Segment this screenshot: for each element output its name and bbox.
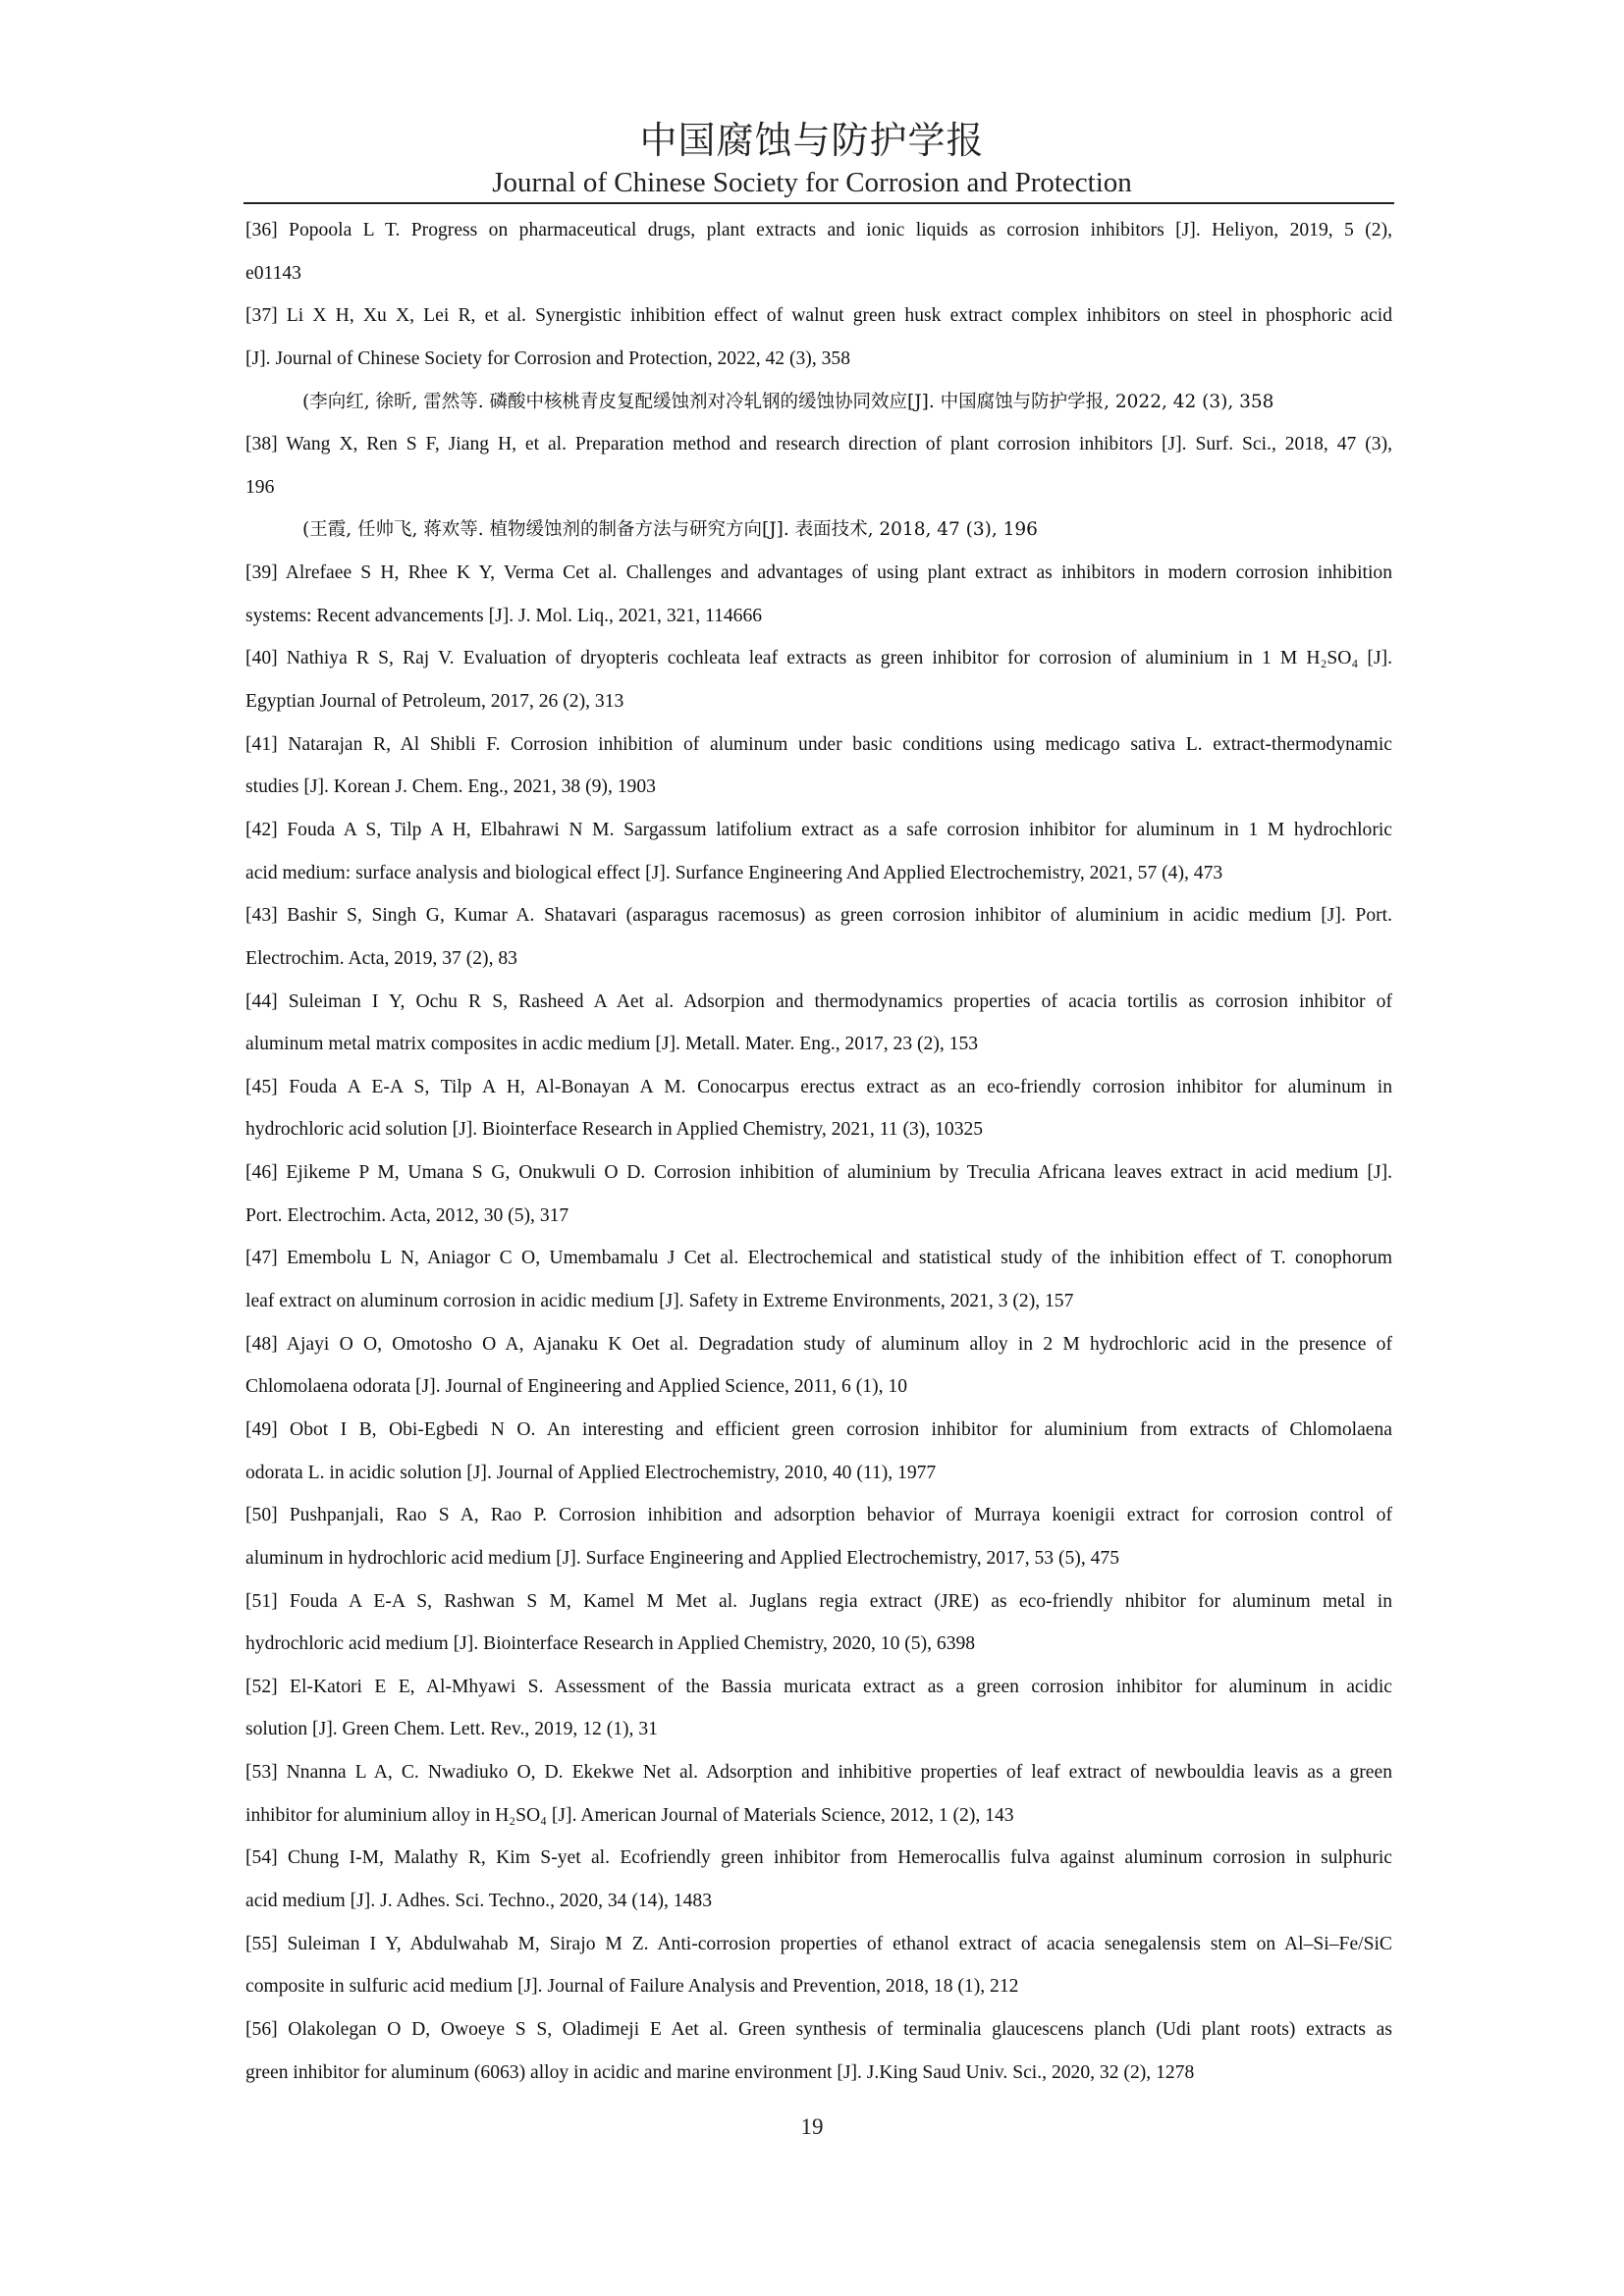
reference-line: Port. Electrochim. Acta, 2012, 30 (5), 317: [245, 1204, 569, 1226]
reference-translation-line: (王霞, 任帅飞, 蒋欢等. 植物缓蚀剂的制备方法与研究方向[J]. 表面技术, 2018, 47 (3), 196: [302, 519, 1038, 541]
reference-line: [37] Li X H, Xu X, Lei R, et al. Synergistic inhibition effect of walnut green husk extract complex inhibitors on steel in phosphoric acid: [245, 305, 1392, 327]
reference-line: Chlomolaena odorata [J]. Journal of Engineering and Applied Science, 2011, 6 (1), 10: [245, 1376, 907, 1398]
reference-line: [47] Emembolu L N, Aniagor C O, Umembamalu J Cet al. Electrochemical and statistical study of the inhibition effect of T. conophorum: [245, 1248, 1392, 1269]
reference-line: [J]. Journal of Chinese Society for Corrosion and Protection, 2022, 42 (3), 358: [245, 347, 851, 369]
page-number: 19: [800, 2114, 824, 2139]
reference-line: inhibitor for aluminium alloy in H₂SO₄ [J]. American Journal of Materials Science, 2012, 1 (2), 143: [245, 1804, 1014, 1826]
reference-line: aluminum in hydrochloric acid medium [J]. Surface Engineering and Applied Electrochemistry, 2017, 53 (5), 475: [245, 1547, 1120, 1569]
reference-line: [53] Nnanna L A, C. Nwadiuko O, D. Ekekwe Net al. Adsorption and inhibitive properties of leaf extract of newbouldia leavis as a green: [245, 1762, 1392, 1784]
reference-line: studies [J]. Korean J. Chem. Eng., 2021, 38 (9), 1903: [245, 776, 656, 798]
reference-line: [36] Popoola L T. Progress on pharmaceutical drugs, plant extracts and ionic liquids as corrosion inhibitors [J]. Heliyon, 2019, 5 (2),: [245, 220, 1392, 240]
reference-line: e01143: [245, 262, 301, 284]
reference-line: [51] Fouda A E-A S, Rashwan S M, Kamel M Met al. Juglans regia extract (JRE) as eco-friendly nhibitor for aluminum metal in: [245, 1590, 1392, 1612]
journal-title-chinese: 中国腐蚀与防护学报: [639, 119, 985, 162]
reference-line: [56] Olakolegan O D, Owoeye S S, Oladimeji E Aet al. Green synthesis of terminalia glaucescens planch (Udi plant roots) extracts as: [245, 2018, 1392, 2040]
reference-line: odorata L. in acidic solution [J]. Journal of Applied Electrochemistry, 2010, 40 (11), 1977: [245, 1462, 937, 1483]
reference-line: [41] Natarajan R, Al Shibli F. Corrosion inhibition of aluminum under basic conditions using medicago sativa L. extract-thermodynamic: [245, 733, 1392, 755]
reference-line: [39] Alrefaee S H, Rhee K Y, Verma Cet al. Challenges and advantages of using plant extract as inhibitors in modern corrosion inhibition: [245, 562, 1392, 584]
reference-line: [49] Obot I B, Obi-Egbedi N O. An interesting and efficient green corrosion inhibitor for aluminium from extracts of Chlomolaena: [245, 1418, 1392, 1440]
reference-line: [54] Chung I-M, Malathy R, Kim S-yet al. Ecofriendly green inhibitor from Hemerocallis fulva against aluminum corrosion in sulphuric: [245, 1847, 1392, 1869]
reference-line: [45] Fouda A E-A S, Tilp A H, Al-Bonayan A M. Conocarpus erectus extract as an eco-friendly corrosion inhibitor for aluminum in: [245, 1076, 1392, 1097]
reference-line: acid medium: surface analysis and biological effect [J]. Surfance Engineering And Applied Electrochemistry, 2021, 57 (4), 473: [245, 862, 1223, 883]
reference-line: [50] Pushpanjali, Rao S A, Rao P. Corrosion inhibition and adsorption behavior of Murraya koenigii extract for corrosion control of: [245, 1505, 1392, 1526]
reference-line: 196: [245, 476, 275, 498]
reference-line: aluminum metal matrix composites in acdic medium [J]. Metall. Mater. Eng., 2017, 23 (2), 153: [245, 1034, 979, 1055]
reference-list: [245, 209, 1392, 2094]
reference-line: [46] Ejikeme P M, Umana S G, Onukwuli O D. Corrosion inhibition of aluminium by Treculia Africana leaves extract in acid medium [J].: [245, 1162, 1392, 1184]
reference-line: hydrochloric acid solution [J]. Biointerface Research in Applied Chemistry, 2021, 11 (3), 10325: [245, 1119, 984, 1141]
reference-line: systems: Recent advancements [J]. J. Mol. Liq., 2021, 321, 114666: [245, 605, 763, 626]
reference-line: solution [J]. Green Chem. Lett. Rev., 2019, 12 (1), 31: [245, 1719, 658, 1740]
reference-line: [48] Ajayi O O, Omotosho O A, Ajanaku K Oet al. Degradation study of aluminum alloy in 2 M hydrochloric acid in the presence of: [245, 1333, 1392, 1355]
reference-line: [38] Wang X, Ren S F, Jiang H, et al. Preparation method and research direction of plant corrosion inhibitors [J]. Surf. Sci., 2018, 47 (3),: [245, 434, 1392, 455]
reference-translation-line: (李向红, 徐昕, 雷然等. 磷酸中核桃青皮复配缓蚀剂对冷轧钢的缓蚀协同效应[J]. 中国腐蚀与防护学报, 2022, 42 (3), 358: [302, 391, 1274, 412]
reference-line: Egyptian Journal of Petroleum, 2017, 26 (2), 313: [245, 691, 624, 713]
reference-line: hydrochloric acid medium [J]. Biointerface Research in Applied Chemistry, 2020, 10 (5), 6398: [245, 1633, 976, 1655]
reference-line: [52] El-Katori E E, Al-Mhyawi S. Assessment of the Bassia muricata extract as a green corrosion inhibitor for aluminum in acidic: [245, 1676, 1392, 1697]
reference-line: [44] Suleiman I Y, Ochu R S, Rasheed A Aet al. Adsorpion and thermodynamics properties of acacia tortilis as corrosion inhibitor of: [245, 990, 1392, 1012]
reference-line: composite in sulfuric acid medium [J]. Journal of Failure Analysis and Prevention, 2018, 18 (1), 212: [245, 1976, 1019, 1998]
reference-line: leaf extract on aluminum corrosion in acidic medium [J]. Safety in Extreme Environments, 2021, 3 (2), 157: [245, 1291, 1074, 1312]
reference-line: Electrochim. Acta, 2019, 37 (2), 83: [245, 947, 517, 969]
reference-line: acid medium [J]. J. Adhes. Sci. Techno., 2020, 34 (14), 1483: [245, 1890, 712, 1911]
header-divider: [244, 202, 1394, 204]
reference-line: [40] Nathiya R S, Raj V. Evaluation of dryopteris cochleata leaf extracts as green inhibitor for corrosion of aluminium in 1 M H₂SO₄ [J].: [245, 648, 1392, 669]
reference-line: [43] Bashir S, Singh G, Kumar A. Shatavari (asparagus racemosus) as green corrosion inhibitor of aluminium in acidic medium [J]. Port.: [245, 905, 1392, 927]
reference-line: [55] Suleiman I Y, Abdulwahab M, Sirajo M Z. Anti-corrosion properties of ethanol extract of acacia senegalensis stem on Al–Si–Fe/SiC: [245, 1933, 1392, 1954]
journal-title-english: Journal of Chinese Society for Corrosion and Protection: [492, 167, 1132, 198]
reference-line: [42] Fouda A S, Tilp A H, Elbahrawi N M. Sargassum latifolium extract as a safe corrosion inhibitor for aluminum in 1 M hydrochloric: [245, 819, 1392, 840]
reference-line: green inhibitor for aluminum (6063) alloy in acidic and marine environment [J]. J.King Saud Univ. Sci., 2020, 32 (2), 1278: [245, 2061, 1195, 2083]
